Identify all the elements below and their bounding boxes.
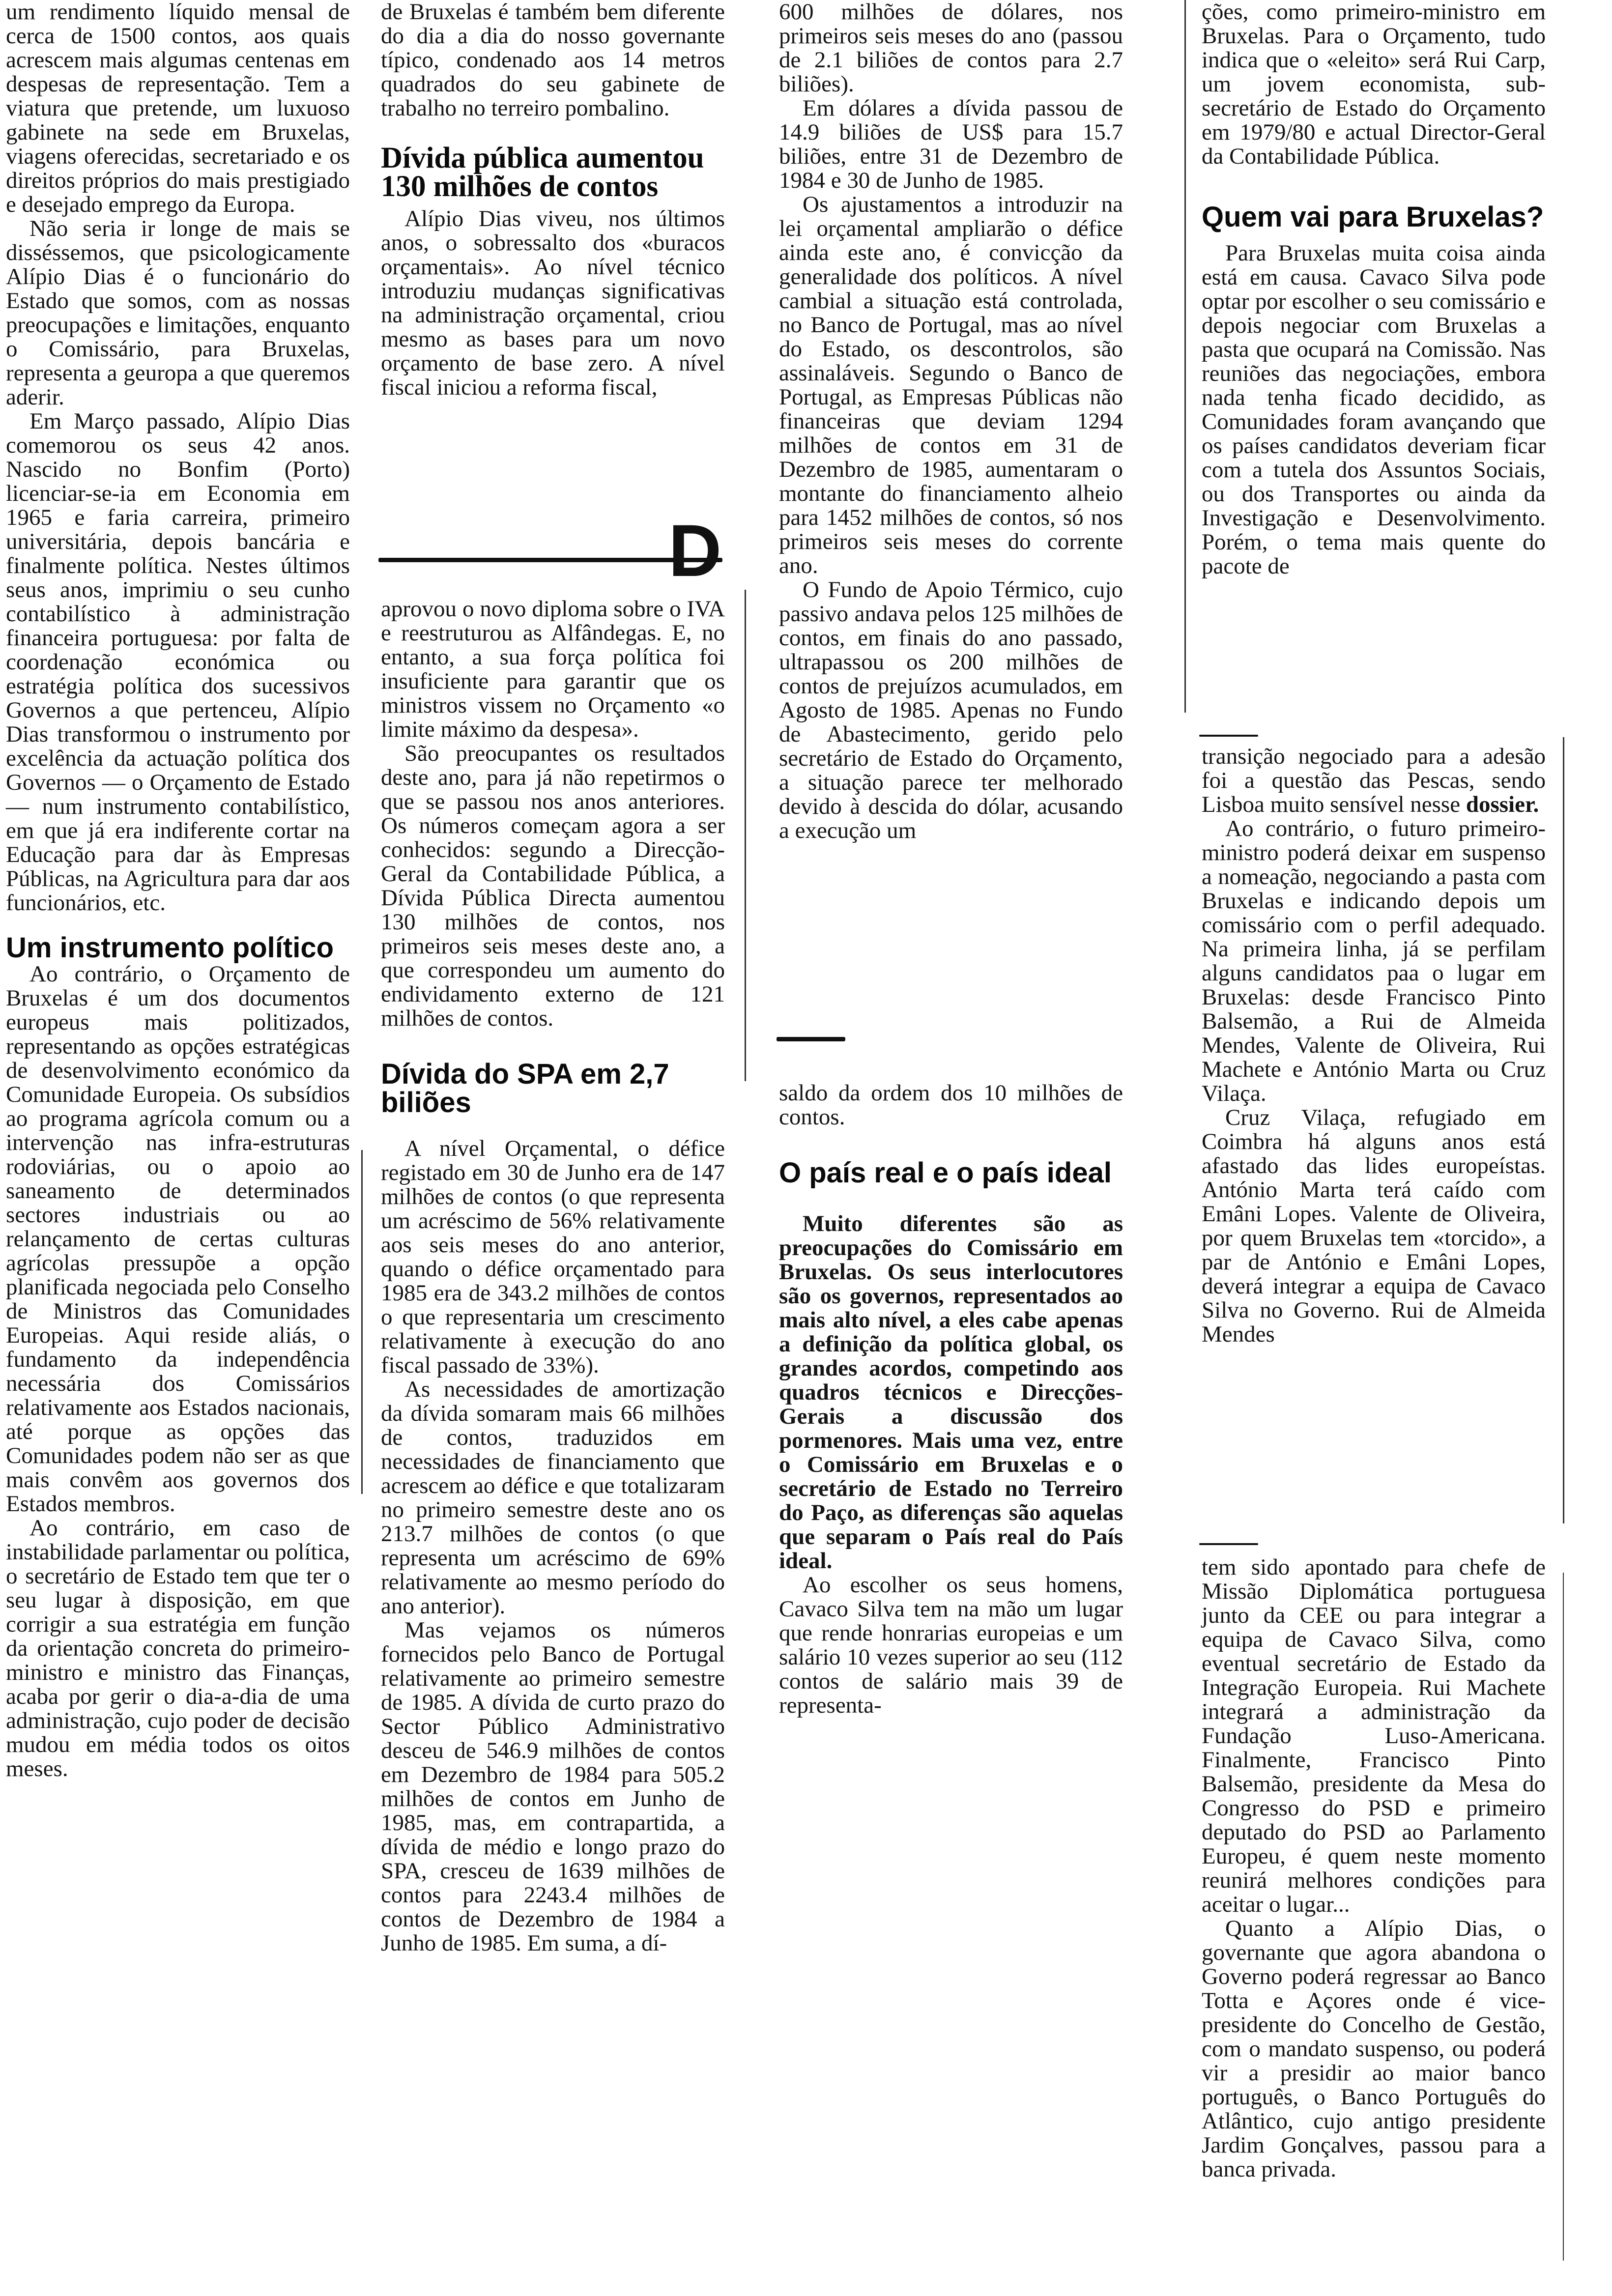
section-heading: Um instrumento político [6, 932, 334, 964]
paragraph: Quanto a Alípio Dias, o governante que agora abandona o Governo poderá regressar ao Banco Totta e Açores onde é vice-presidente do Concelho de Gestão, com o mandato suspenso, ou poderá vir a presidir ao maior banco português, o Banco Português do Atlântico, cujo antigo presidente Jardim Gonçalves, passou para a banca privada. [1202, 1916, 1546, 2182]
column-break-rule [1199, 1543, 1258, 1545]
section-heading: Quem vai para Bruxelas? [1202, 201, 1544, 233]
column-3-lower [779, 1081, 1123, 1718]
emphasis-text: País real do País ideal. [779, 1524, 1123, 1574]
paragraph: Mas vejamos os números fornecidos pelo Banco de Portugal relativamente ao primeiro semestre de 1985. A dívida de curto prazo do Sector Público Administrativo desceu de 546.9 milhões de contos em Dezembro de 1984 para 505.2 milhões de contos em Junho de 1985, mas, em contrapartida, a dívida de médio e longo prazo do SPA, cresceu de 1639 milhões de contos para 2243.4 milhões de contos de Dezembro de 1984 a Junho de 1985. Em suma, a dí- [381, 1617, 725, 1956]
paragraph: Cruz Vilaça, refugiado em Coimbra há alguns anos está afastado das lides europeístas. António Marta terá caído com Emâni Lopes. Valente de Oliveira, por quem Bruxelas tem «torcido», a par de António e Emâni Lopes, deverá integrar a equipa de Cavaco Silva no Governo. Rui de Almeida Mendes [1202, 1105, 1546, 1347]
paragraph-bold [779, 1212, 1123, 1573]
column-divider [1184, 0, 1186, 713]
column-4-middle [1202, 745, 1546, 1347]
paragraph: saldo da ordem dos 10 milhões de contos. [779, 1080, 1123, 1130]
ink-blot: D [668, 509, 722, 592]
paragraph: um rendimento líquido mensal de cerca de 1500 contos, aos quais acrescem mais algumas centenas em despesas de representação. Tem a viatura que pretende, um luxuoso gabinete na sede em Bruxelas, viagens oferecidas, secretariado e os direitos próprios do mais prestigiado e desejado emprego da Europa. [6, 0, 350, 217]
column-divider [1563, 737, 1564, 1523]
paragraph-text: Muito diferentes são as preocupações do Comissário em Bruxelas. Os seus interlocutores são os governos, representados ao mais alto nível, a eles cabe apenas a definição da política global, os grandes acordos, competindo aos quadros técnicos e Direcções-Gerais a discussão dos pormenores. Mais uma vez, entre o Comissário em Bruxelas e o secretário de Estado no Terreiro do Paço, as diferenças são aquelas que separam o [779, 1211, 1123, 1550]
paragraph: ções, como primeiro-ministro em Bruxelas. Para o Orçamento, tudo indica que o «eleito» será Rui Carp, um jovem economista, sub-secretário de Estado do Orçamento em 1979/80 e actual Director-Geral da Contabilidade Pública. [1202, 0, 1546, 169]
section-heading: Dívida do SPA em 2,7 biliões [381, 1058, 669, 1119]
paragraph: As necessidades de amortização da dívida somaram mais 66 milhões de contos, traduzidos em necessidades de financiamento que acrescem ao défice e que totalizaram no primeiro semestre deste ano os 213.7 milhões de contos (o que representa um acréscimo de 69% relativamente ao mesmo período do ano anterior). [381, 1377, 725, 1619]
section-heading: Dívida pública aumentou 130 milhões de contos [381, 142, 704, 203]
paragraph: O Fundo de Apoio Térmico, cujo passivo andava pelos 125 milhões de contos, em finais do ano passado, ultrapassou os 200 milhões de contos de prejuízos acumulados, em Agosto de 1985. Apenas no Fundo de Abastecimento, gerido pelo secretário de Estado do Orçamento, a situação parece ter melhorado devido à descida do dólar, acusando a execução um [779, 577, 1123, 843]
column-divider [1563, 1573, 1564, 2261]
column-divider [361, 1150, 363, 1494]
paragraph: Em dólares a dívida passou de 14.9 biliões de US$ para 15.7 biliões, entre 31 de Dezembro de 1984 e 30 de Junho de 1985. [779, 95, 1123, 193]
column-break-rule [777, 1037, 845, 1041]
emphasis-text: dossier. [1466, 792, 1539, 817]
column-4 [1202, 0, 1546, 578]
paragraph: Alípio Dias viveu, nos últimos anos, o sobressalto dos «buracos orçamentais». Ao nível técnico introduziu mudanças significativas na administração orçamental, criou mesmo as bases para um novo orçamento de base zero. A nível fiscal iniciou a reforma fiscal, [381, 206, 725, 400]
paragraph: aprovou o novo diploma sobre o IVA e reestruturou as Alfândegas. E, no entanto, a sua força política foi insuficiente para garantir que os ministros vissem no Orçamento «o limite máximo da despesa». [381, 596, 725, 742]
paragraph: 600 milhões de dólares, nos primeiros seis meses do ano (passou de 2.1 biliões de contos para 2.7 biliões). [779, 0, 1123, 97]
column-2 [381, 0, 725, 400]
paragraph: Ao contrário, em caso de instabilidade parlamentar ou política, o secretário de Estado tem que ter o seu lugar à disposição, em que corrigir a sua estratégia em função da orientação concreta do primeiro-ministro e ministro das Finanças, acaba por gerir o dia-a-dia de uma administração, cujo poder de decisão mudou em média todos os oitos meses. [6, 1515, 350, 1781]
paragraph: de Bruxelas é também bem diferente do dia a dia do nosso governante típico, condenado aos 14 metros quadrados do seu gabinete de trabalho no terreiro pombalino. [381, 0, 725, 121]
paragraph: Não seria ir longe de mais se disséssemos, que psicologicamente Alípio Dias é o funcionário do Estado que somos, com as nossas preocupações e limitações, enquanto o Comissário, para Bruxelas, representa a geuropa a que queremos aderir. [6, 216, 350, 410]
column-1 [6, 0, 350, 1781]
paragraph [1202, 745, 1546, 817]
column-4-lower [1202, 1555, 1546, 2181]
paragraph: Em Março passado, Alípio Dias comemorou os seus 42 anos. Nascido no Bonfim (Porto) licenciar-se-ia em Economia em 1965 e faria carreira, primeiro universitária, depois bancária e finalmente política. Nestes últimos seus anos, imprimiu o seu cunho contabilístico à administração financeira portuguesa: por falta de coordenação económica ou estratégia política dos sucessivos Governos a que pertenceu, Alípio Dias transformou o instrumento por excelência da actuação política dos Governos — o Orçamento de Estado — num instrumento contabilístico, em que já era indiferente cortar na Educação para dar às Empresas Públicas, na Agricultura para dar aos funcionários, etc. [6, 408, 350, 916]
paragraph: tem sido apontado para chefe de Missão Diplomática portuguesa junto da CEE ou para integrar a equipa de Cavaco Silva, como eventual secretário de Estado da Integração Europeia. Rui Machete integrará a administração da Fundação Luso-Americana. Finalmente, Francisco Pinto Balsemão, presidente da Mesa do Congresso do PSD e primeiro deputado do PSD ao Parlamento Europeu, é quem neste momento reunirá melhores condições para aceitar o lugar... [1202, 1554, 1546, 1917]
column-2-lower [381, 597, 725, 1955]
column-divider [745, 590, 746, 1081]
paragraph: A nível Orçamental, o défice registado em 30 de Junho era de 147 milhões de contos (o que representa um acréscimo de 56% relativamente aos seis meses do ano anterior, quando o défice orçamentado para 1985 era de 343.2 milhões de contos o que representaria um crescimento relativamente à execução do ano fiscal passado de 33%). [381, 1136, 725, 1378]
column-break-rule [1199, 735, 1258, 737]
section-heading: O país real e o país ideal [779, 1157, 1112, 1189]
paragraph: Para Bruxelas muita coisa ainda está em causa. Cavaco Silva pode optar por escolher o seu comissário e depois negociar com Bruxelas a pasta que ocupará na Comissão. Nas reuniões das negociações, embora nada tenha ficado decidido, as Comunidades foram avançando que os países candidatos deveriam ficar com a tutela dos Assuntos Sociais, ou dos Transportes ou ainda da Investigação e Desenvolvimento. Porém, o tema mais quente do pacote de [1202, 240, 1546, 579]
column-3 [779, 0, 1123, 843]
paragraph: Ao contrário, o futuro primeiro-ministro poderá deixar em suspenso a nomeação, negociando a pasta com Bruxelas e indicando depois um comissário com o perfil adequado. Na primeira linha, já se perfilam alguns candidatos paa o lugar em Bruxelas: desde Francisco Pinto Balsemão, a Rui de Almeida Mendes, Valente de Oliveira, Rui Machete e António Marta ou Cruz Vilaça. [1202, 816, 1546, 1106]
paragraph: Ao escolher os seus homens, Cavaco Silva tem na mão um lugar que rende honrarias europeias e um salário 10 vezes superior ao seu (112 contos de salário mais 39 de representa- [779, 1572, 1123, 1718]
paragraph: Os ajustamentos a introduzir na lei orçamental ampliarão o défice ainda este ano, é convicção da generalidade dos políticos. A nível cambial a situação está controlada, no Banco de Portugal, mas ao nível do Estado, os descontrolos, são assinaláveis. Segundo o Banco de Portugal, as Empresas Públicas não financeiras que deviam 1294 milhões de contos em 31 de Dezembro de 1985, aumentaram o montante do financiamento alheio para 1452 milhões de contos, só nos primeiros seis meses do corrente ano. [779, 192, 1123, 578]
paragraph: São preocupantes os resultados deste ano, para já não repetirmos o que se passou nos anos anteriores. Os números começam agora a ser conhecidos: segundo a Direcção-Geral da Contabilidade Pública, a Dívida Pública Directa aumentou 130 milhões de contos, nos primeiros seis meses deste ano, a que correspondeu um aumento do endividamento externo de 121 milhões de contos. [381, 741, 725, 1031]
paragraph: Ao contrário, o Orçamento de Bruxelas é um dos documentos europeus mais politizados, representando as opções estratégicas de desenvolvimento económico da Comunidade Europeia. Os subsídios ao programa agrícola comum ou a intervenção nas infra-estruturas rodoviárias, ou o apoio ao saneamento de determinados sectores industriais ou ao relançamento de certas culturas agrícolas pressupõe a opção planificada negociada pelo Conselho de Ministros das Comunidades Europeias. Aqui reside aliás, o fundamento da independência necessária dos Comissários relativamente aos Estados nacionais, até porque as opções das Comunidades podem não ser as que mais convêm aos governos dos Estados membros. [6, 961, 350, 1517]
paragraph-text: transição negociado para a adesão foi a questão das Pescas, sendo Lisboa muito sensível nesse [1202, 744, 1546, 817]
